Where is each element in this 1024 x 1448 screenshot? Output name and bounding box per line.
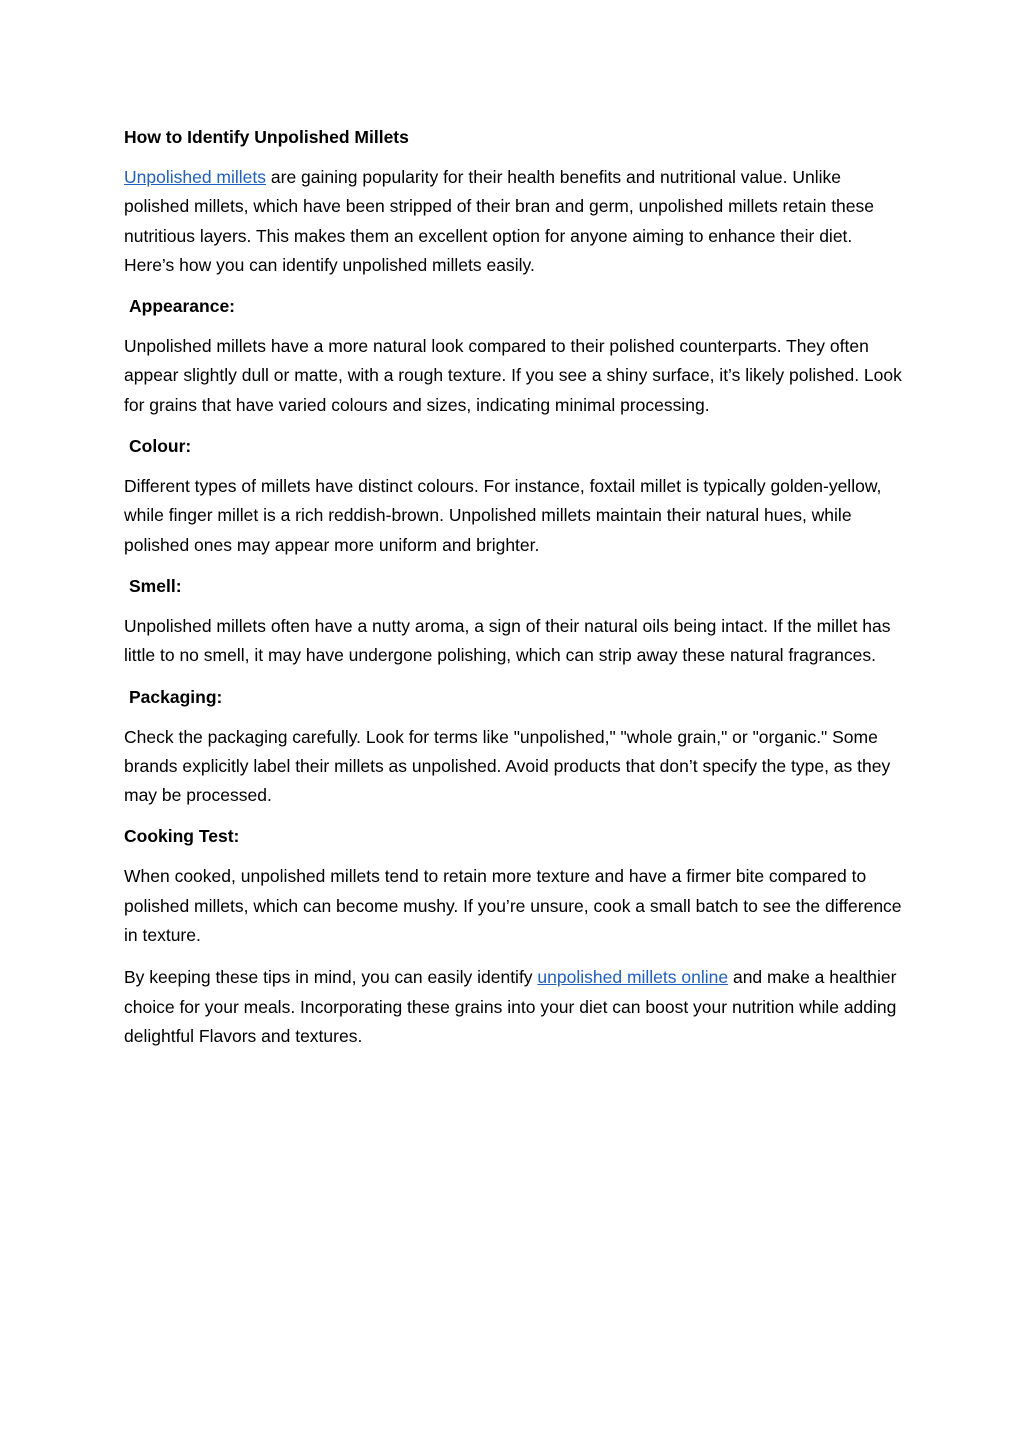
section-body-cooking-test: When cooked, unpolished millets tend to retain more texture and have a firmer bite compared to polished millets, which can become mushy. If you’re unsure, cook a small batch to see the difference in texture. — [124, 866, 902, 946]
closing-paragraph — [124, 963, 904, 1051]
section-heading-colour: Colour: — [129, 436, 192, 457]
unpolished-millets-online-link[interactable]: unpolished millets online — [537, 967, 729, 988]
closing-text-after: and make a healthier choice for your meals. Incorporating these grains into your diet can boost your nutrition while adding delightful Flavors and textures. — [124, 967, 897, 1046]
section-body-smell: Unpolished millets often have a nutty aroma, a sign of their natural oils being intact. If the millet has little to no smell, it may have undergone polishing, which can strip away these natural fragrances. — [124, 615, 891, 666]
section-heading-cooking-test: Cooking Test: — [124, 826, 240, 847]
section-heading-appearance: Appearance: — [129, 296, 236, 317]
section-body-packaging: Check the packaging carefully. Look for terms like "unpolished," "whole grain," or "organic." Some brands explicitly label their millets as unpolished. Avoid products that don’t specify the type, as they may be processed. — [124, 726, 891, 806]
closing-text-before: By keeping these tips in mind, you can easily identify — [124, 967, 538, 988]
section-heading-smell: Smell: — [129, 575, 182, 596]
section-heading-packaging: Packaging: — [129, 686, 223, 707]
document-page — [124, 124, 904, 1064]
document-title: How to Identify Unpolished Millets — [124, 127, 409, 147]
section-body-appearance: Unpolished millets have a more natural look compared to their polished counterparts. They often appear slightly dull or matte, with a rough texture. If you see a shiny surface, it’s likely polished. Look for grains that have varied colours and sizes, indicating minimal processing. — [124, 336, 902, 415]
unpolished-millets-link[interactable]: Unpolished millets — [124, 167, 267, 187]
intro-text: are gaining popularity for their health benefits and nutritional value. Unlike polished millets, which have been stripped of their bran and germ, unpolished millets retain these nutritious layers. This makes them an excellent option for anyone aiming to enhance their diet. Here’s how you can identify unpolished millets easily. — [124, 167, 875, 275]
intro-paragraph — [124, 163, 904, 280]
section-body-colour: Different types of millets have distinct colours. For instance, foxtail millet is typically golden-yellow, while finger millet is a rich reddish-brown. Unpolished millets maintain their natural hues, while polished ones may appear more uniform and brighter. — [124, 476, 882, 555]
